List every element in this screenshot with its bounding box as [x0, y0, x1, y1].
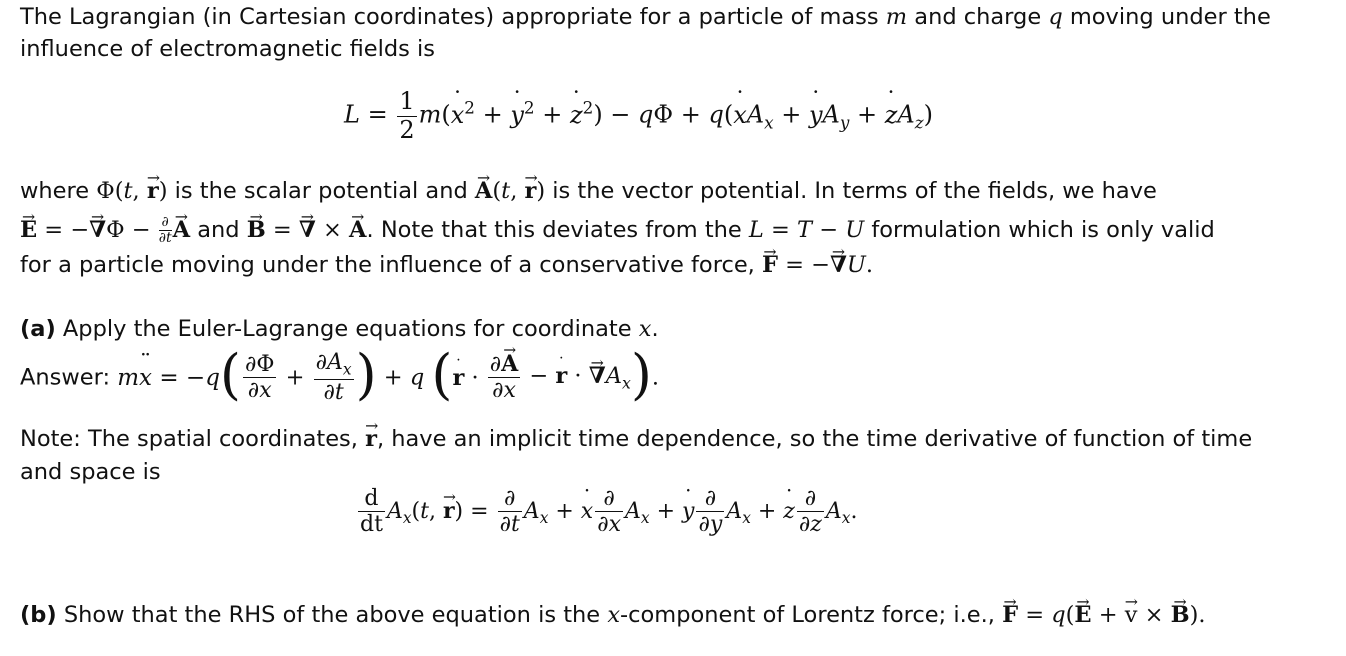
part-a-answer: Answer: m¨ x = −q( $\frac{\partial\Phi}{\partial x}$ + $\frac{\partial A_x}{\partial t}$ ) + q (˙ r · $\frac{\partial\to A}{\partial x}$ − ˙ r · → $\nabla A_x$).: [20, 350, 659, 405]
where-line-1: where Φ(t, → r) is the scalar potential and → A(t, → r) is the vector potential. In terms of the fields, we have: [20, 180, 1157, 203]
part-a-note-2: and space is: [20, 459, 161, 485]
part-a-question: (a) Apply the Euler-Lagrange equations for coordinate x.: [20, 316, 659, 342]
intro-text-1: The Lagrangian (in Cartesian coordinates) appropriate for a particle of mass: [20, 4, 886, 30]
intro-text-2: and charge: [907, 4, 1049, 30]
part-b-label: (b): [20, 602, 57, 628]
part-a-note-1: Note: The spatial coordinates, → r, have an implicit time dependence, so the time derivative of function of time: [20, 428, 1252, 451]
part-a-label: (a): [20, 316, 56, 342]
intro-line-1: [20, 6, 1271, 29]
intro-text-3: moving under the: [1062, 4, 1271, 30]
intro-text-4: influence of electromagnetic fields is: [20, 36, 435, 62]
intro-line-2: [20, 38, 435, 61]
lagrangian-equation: L = $\frac{1}{2}$ m(˙ $x^2$ + ˙ $y^2$ + ˙ $z^2) - q\Phi$ + q(˙ $xA_x$ + ˙ $yA_y$ + ˙ $zA_z$): [344, 88, 933, 144]
where-line-2: → E = −→ ∇Φ − $\frac{\partial}{\partial t}$ → A and → B = → ∇ × → A. Note that this deviates from the L = T − U formulation which is only valid: [20, 215, 1215, 247]
charge-symbol: q: [1048, 4, 1063, 30]
answer-label: Answer:: [20, 364, 118, 391]
mass-symbol: m: [885, 4, 908, 30]
where-line-3: for a particle moving under the influence of a conservative force, → F = −→ ∇U.: [20, 254, 873, 277]
part-b-question: (b) Show that the RHS of the above equation is the x-component of Lorentz force; i.e., → F = q(→ E + → v × → B).: [20, 604, 1206, 627]
total-derivative-equation: $\frac{d}{dt}$ $A_x(t$, → r) = $\frac{\partial}{\partial t}$ $A_x$ + ˙ x $\frac{\partial}{\partial x}$ $A_x$ + ˙ y $\frac{\partial}{\partial y}$ $A_x$ + ˙ z $\frac{\partial}{\partial z}$ $A_x$.: [356, 486, 857, 538]
